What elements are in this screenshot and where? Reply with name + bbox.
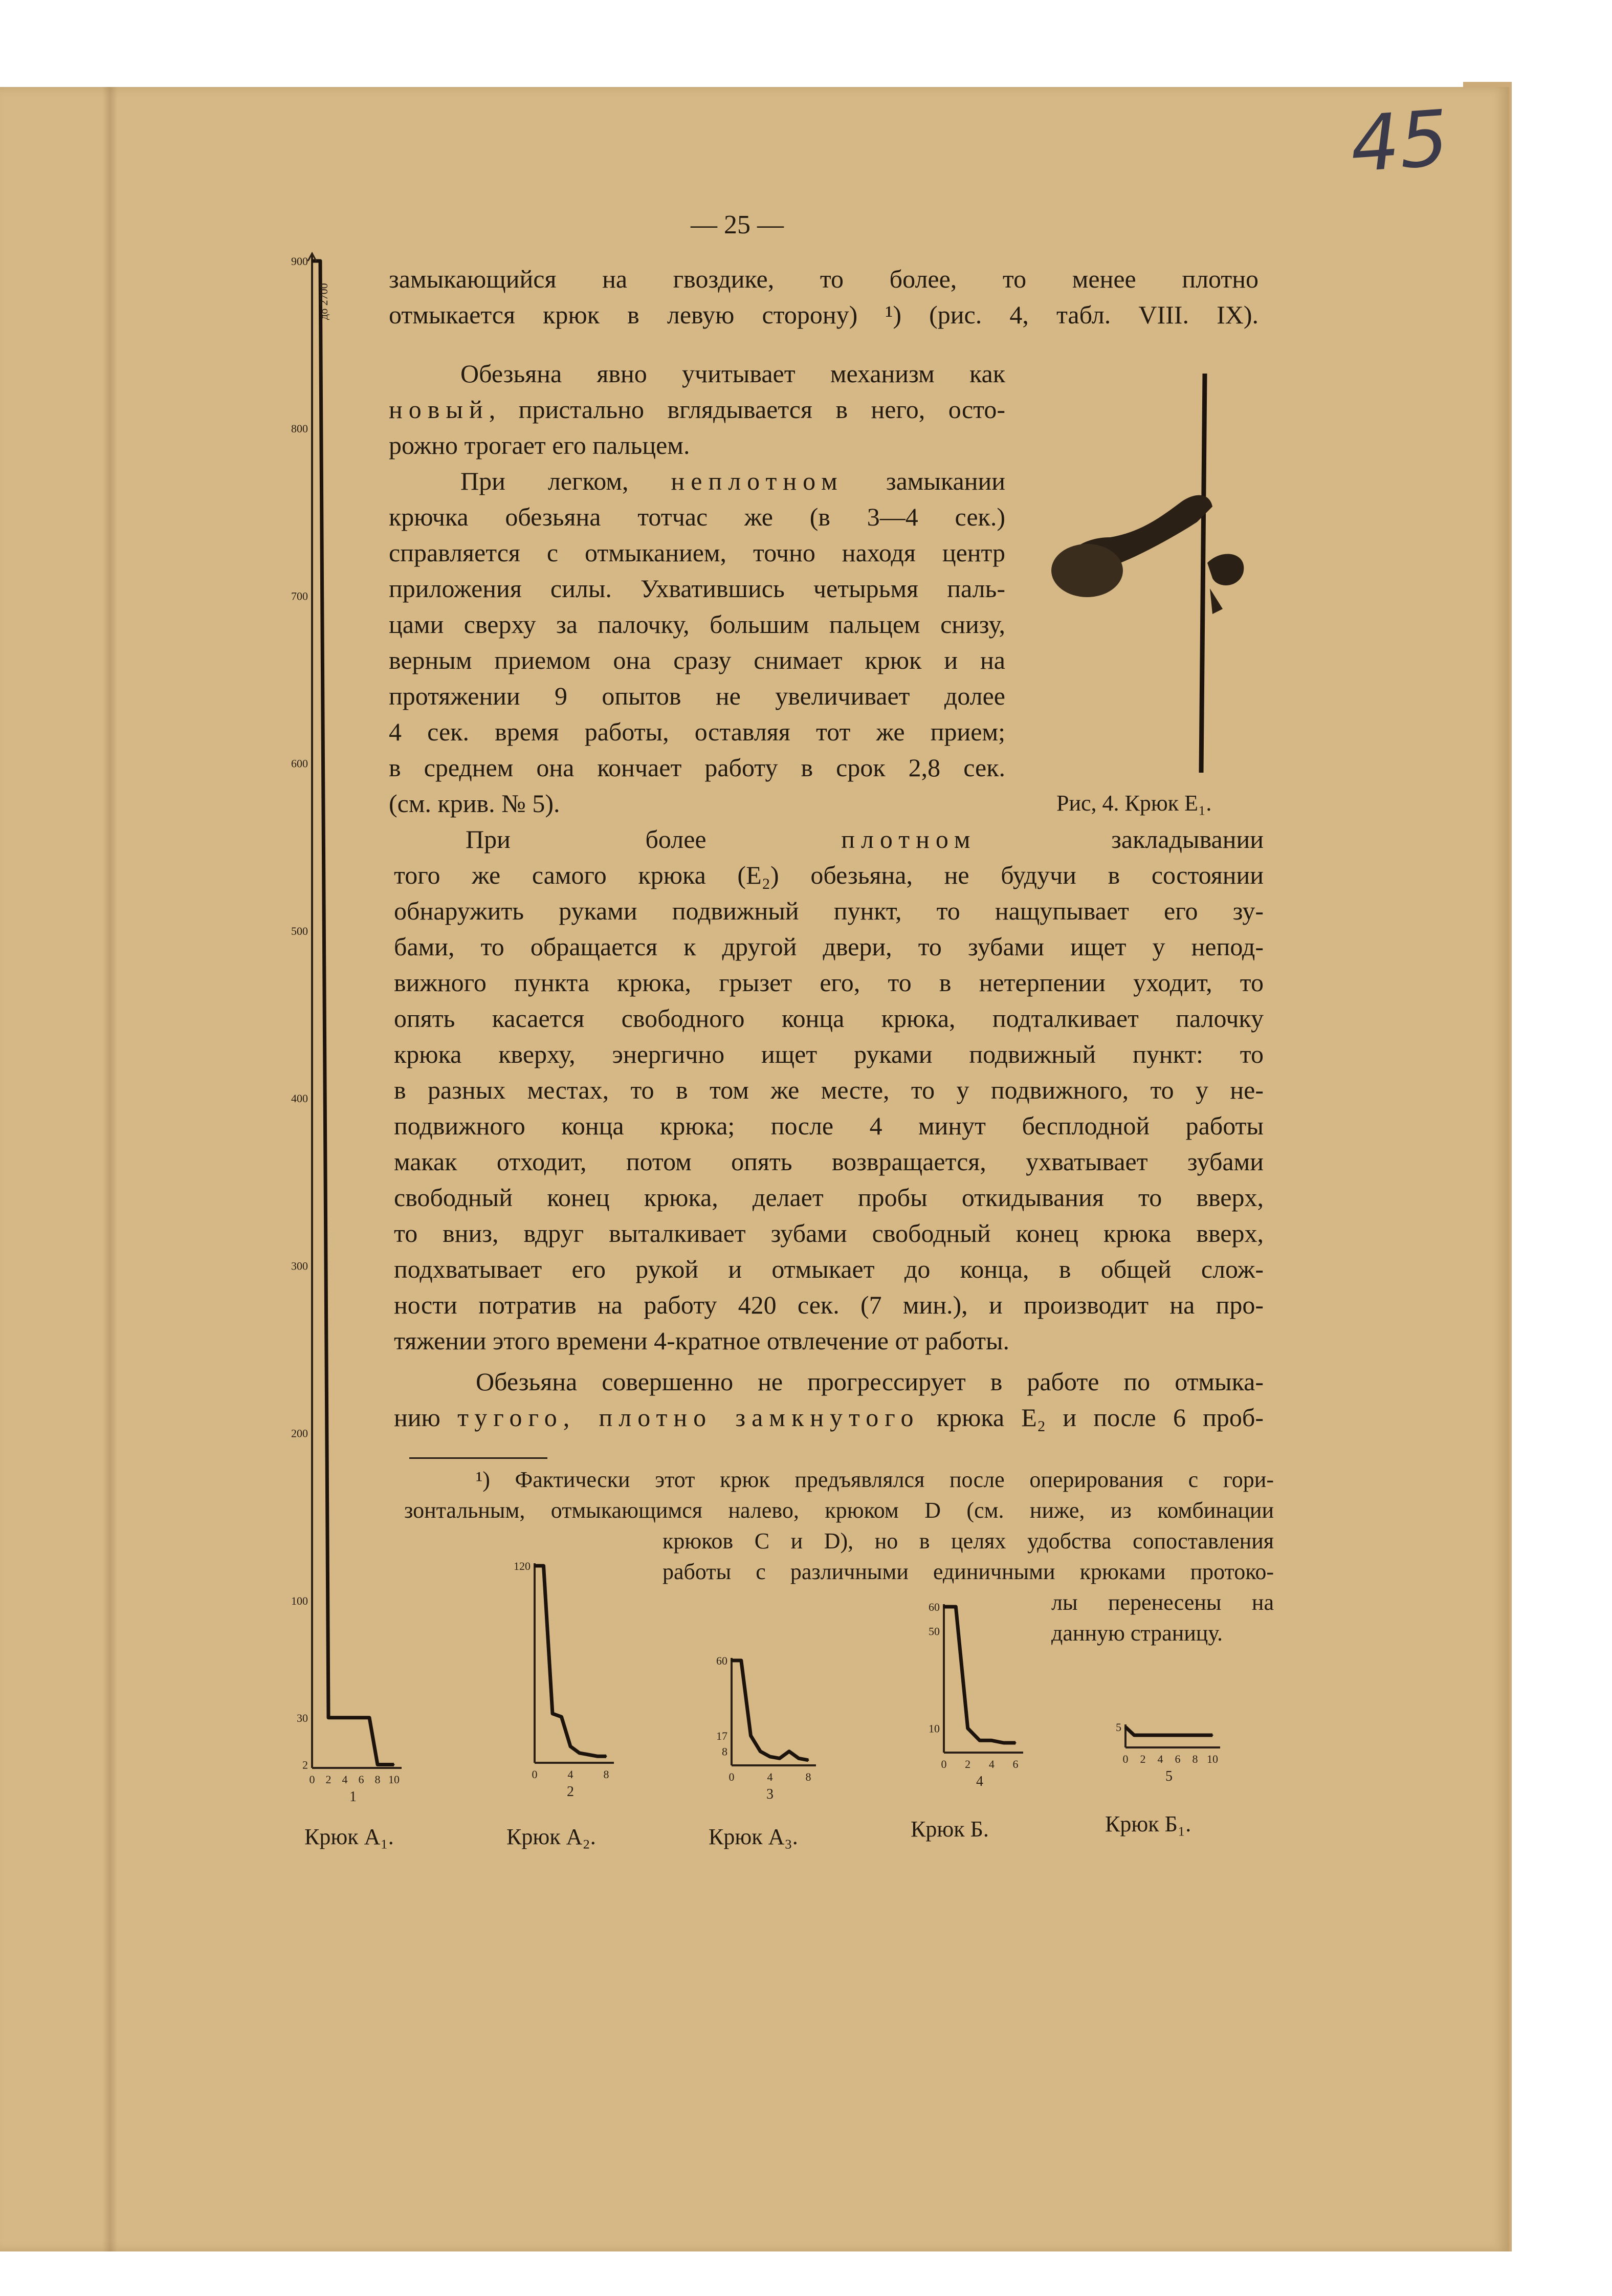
chart-point	[1203, 1735, 1205, 1736]
chart-point	[336, 1717, 338, 1718]
body-line: Обезьяна явно учитывает механизм как	[460, 359, 1005, 388]
chart-x-tick: 4	[988, 1758, 995, 1770]
chart-point	[344, 1717, 346, 1718]
chart-x-tick: 4	[1157, 1753, 1163, 1765]
chart-number: 3	[766, 1786, 774, 1802]
chart-point	[561, 1716, 562, 1718]
chart-caption: Крюк A₃.	[709, 1824, 798, 1849]
chart-point	[1015, 1742, 1017, 1744]
chart-y-tick: 800	[291, 422, 308, 435]
body-line: приложения силы. Ухватившись четырьмя паль-	[389, 574, 1005, 603]
chart-number: 1	[349, 1789, 357, 1805]
body-line: вижного пункта крюка, грызет его, то в нетерпении уходит, то	[394, 968, 1264, 997]
chart-caption: Крюк Б₁.	[1105, 1811, 1191, 1836]
chart-point	[1134, 1735, 1135, 1736]
chart-point	[1186, 1735, 1187, 1736]
body-line: тяжении этого времени 4-кратное отвлечение от работы.	[394, 1326, 1010, 1355]
figure-caption: Рис, 4. Крюк E₁.	[1056, 791, 1212, 816]
chart-point	[377, 1764, 379, 1765]
chart-point	[1160, 1735, 1161, 1736]
chart-point	[534, 1565, 536, 1567]
chart-curve	[1125, 1727, 1212, 1735]
chart-x-tick: 6	[1012, 1758, 1019, 1770]
body-line: новый, пристально вглядывается в него, осто-	[389, 395, 1005, 424]
body-line: бами, то обращается к другой двери, то зубами ищет у непод-	[394, 932, 1264, 961]
chart-x-tick: 2	[965, 1758, 971, 1770]
chart-point	[788, 1751, 790, 1752]
chart-point	[740, 1660, 742, 1661]
chart-x-tick: 0	[532, 1768, 538, 1781]
chart-curve	[944, 1607, 1015, 1743]
body-line: (см. крив. № 5).	[389, 789, 560, 818]
body-line: цами сверху за палочку, большим пальцем снизу,	[389, 610, 1005, 639]
chart-point	[1125, 1726, 1127, 1728]
body-line: Обезьяна совершенно не прогрессирует в работе по отмыка-	[476, 1367, 1264, 1396]
chart-y-tick: 8	[722, 1745, 727, 1758]
chart-x-tick: 0	[941, 1758, 947, 1770]
chart-y-tick: 500	[291, 924, 308, 937]
chart-point	[352, 1717, 354, 1718]
chart-point	[369, 1717, 370, 1718]
chart-y-tick: 900	[291, 255, 308, 268]
footnote-line: работы с различными единичными крюками протоко-	[663, 1559, 1274, 1584]
chart-x-tick: 0	[309, 1773, 315, 1786]
footnote-line: крюков C и D), но в целях удобства сопоставления	[663, 1528, 1274, 1554]
chart-point	[320, 260, 321, 262]
chart-number: 5	[1165, 1768, 1173, 1784]
chart-point	[967, 1728, 968, 1729]
archive-page-number: 45	[1348, 94, 1451, 190]
chart-point	[943, 1606, 945, 1608]
chart-caption: Крюк A₂.	[506, 1824, 596, 1849]
body-line: замыкающийся на гвоздике, то более, то менее плотно	[389, 265, 1258, 293]
body-line: ности потратив на работу 420 сек. (7 мин.), и производит на про-	[394, 1291, 1264, 1319]
body-line: справляется с отмыканием, точно находя центр	[389, 538, 1005, 567]
chart-y-tick: 200	[291, 1427, 308, 1440]
chart-y-tick: 120	[514, 1560, 531, 1572]
body-line: обнаружить руками подвижный пункт, то нащупывает его зу-	[394, 896, 1264, 925]
chart-point	[955, 1606, 957, 1608]
chart-x-tick: 8	[1192, 1753, 1198, 1765]
chart-y-tick: 400	[291, 1092, 308, 1105]
chart-x-tick: 6	[1175, 1753, 1181, 1765]
chart-y-tick: 30	[297, 1711, 308, 1724]
chart-point	[579, 1752, 580, 1754]
body-line: в разных местах, то в том же месте, то у подвижного, то у не-	[394, 1076, 1264, 1104]
chart-point	[606, 1756, 607, 1757]
chart-x-tick: 4	[567, 1768, 573, 1781]
chart-top-label: до 2700	[317, 283, 330, 320]
body-line: рожно трогает его пальцем.	[389, 431, 690, 460]
body-line: верным приемом она сразу снимает крюк и на	[389, 646, 1005, 674]
chart-point	[979, 1740, 981, 1741]
footnote-line: лы перенесены на	[1051, 1590, 1274, 1615]
body-line: свободный конец крюка, делает пробы откидывания то вверх,	[394, 1183, 1264, 1212]
chart-caption: Крюк Б.	[911, 1817, 989, 1842]
chart-x-tick: 6	[358, 1773, 364, 1786]
body-line: в среднем она кончает работу в срок 2,8 сек.	[389, 753, 1005, 782]
chart-point	[1142, 1735, 1144, 1736]
chart-y-tick: 5	[1116, 1721, 1121, 1734]
body-line: подхватывает его рукой и отмыкает до конца, в общей слож-	[394, 1255, 1264, 1283]
chart-y-tick: 700	[291, 589, 308, 603]
chart-x-tick: 2	[1140, 1753, 1146, 1765]
chart-point	[312, 260, 313, 262]
chart-point	[769, 1756, 771, 1757]
chart-y-tick: 17	[716, 1729, 727, 1742]
body-line: протяжении 9 опытов не увеличивает долее	[389, 682, 1005, 710]
chart-point	[1177, 1735, 1179, 1736]
chart-caption: Крюк A₁.	[304, 1824, 394, 1849]
chart-point	[798, 1758, 800, 1759]
body-line: При более плотном закладывании	[466, 825, 1264, 854]
chart-curve	[732, 1660, 808, 1760]
body-line: то вниз, вдруг выталкивает зубами свободный конец крюка вверх,	[394, 1219, 1264, 1248]
chart-number: 2	[567, 1784, 574, 1800]
page-number: — 25 —	[691, 210, 784, 239]
chart-point	[1003, 1742, 1004, 1744]
chart-point	[760, 1751, 761, 1752]
chart-number: 4	[976, 1774, 983, 1789]
body-line: При легком, неплотном замыкании	[460, 467, 1005, 495]
chart-point	[750, 1735, 752, 1736]
chart-point	[552, 1713, 554, 1714]
body-line: отмыкается крюк в левую сторону) ¹) (рис. 4, табл. VIII. IX).	[389, 300, 1258, 329]
chart-point	[779, 1758, 780, 1759]
chart-point	[808, 1759, 809, 1761]
chart-x-tick: 10	[388, 1773, 400, 1786]
body-line: 4 сек. время работы, оставляя тот же прием;	[389, 717, 1005, 746]
chart-x-tick: 8	[374, 1773, 381, 1786]
chart-point	[1168, 1735, 1170, 1736]
body-line: крючка обезьяна тотчас же (в 3—4 сек.)	[389, 502, 1005, 531]
body-line: подвижного конца крюка; после 4 минут бесплодной работы	[394, 1111, 1264, 1140]
chart-point	[543, 1565, 544, 1567]
chart-y-tick: 60	[716, 1654, 727, 1667]
chart-x-tick: 0	[1122, 1753, 1129, 1765]
chart-x-tick: 8	[603, 1768, 609, 1781]
footnote-line: зонтальным, отмыкающимся налево, крюком D (см. ниже, из комбинации	[404, 1498, 1274, 1523]
chart-x-tick: 0	[728, 1770, 735, 1783]
body-line: опять касается свободного конца крюка, подталкивает палочку	[394, 1004, 1264, 1033]
footnote-line: ¹) Фактически этот крюк предъявлялся после оперирования с гори-	[476, 1467, 1274, 1492]
chart-point	[731, 1660, 733, 1661]
body-line: макак отходит, потом опять возвращается, ухватывает зубами	[394, 1147, 1264, 1176]
chart-y-tick: 2	[302, 1758, 308, 1772]
chart-y-tick: 600	[291, 757, 308, 770]
chart-y-tick: 60	[929, 1601, 940, 1613]
chart-x-tick: 2	[325, 1773, 332, 1786]
chart-y-tick: 300	[291, 1259, 308, 1273]
chart-x-tick: 4	[767, 1770, 773, 1783]
chart-point	[1212, 1735, 1213, 1736]
chart-point	[1195, 1735, 1196, 1736]
chart-x-tick: 10	[1207, 1753, 1218, 1765]
chart-curve	[535, 1566, 606, 1756]
chart-y-tick: 10	[929, 1722, 940, 1735]
chart-y-tick: 100	[291, 1594, 308, 1607]
body-line: нию тугого, плотно замкнутого крюка E₂ и после 6 проб-	[394, 1403, 1264, 1432]
footnote-line: данную страницу.	[1051, 1621, 1223, 1646]
chart-point	[588, 1754, 589, 1755]
chart-x-tick: 4	[342, 1773, 348, 1786]
chart-x-tick: 8	[805, 1770, 811, 1783]
chart-point	[361, 1717, 362, 1718]
chart-point	[991, 1740, 992, 1741]
chart-point	[597, 1756, 598, 1757]
chart-point	[393, 1764, 395, 1765]
body-line: крюка кверху, энергично ищет руками подвижный пункт: то	[394, 1040, 1264, 1068]
chart-point	[1151, 1735, 1153, 1736]
body-line: того же самого крюка (E₂) обезьяна, не будучи в состоянии	[394, 861, 1264, 889]
chart-y-tick: 50	[929, 1625, 940, 1638]
chart-point	[570, 1745, 571, 1747]
chart-curve	[312, 261, 394, 1765]
chart-point	[328, 1717, 329, 1718]
chart-point	[385, 1764, 387, 1765]
